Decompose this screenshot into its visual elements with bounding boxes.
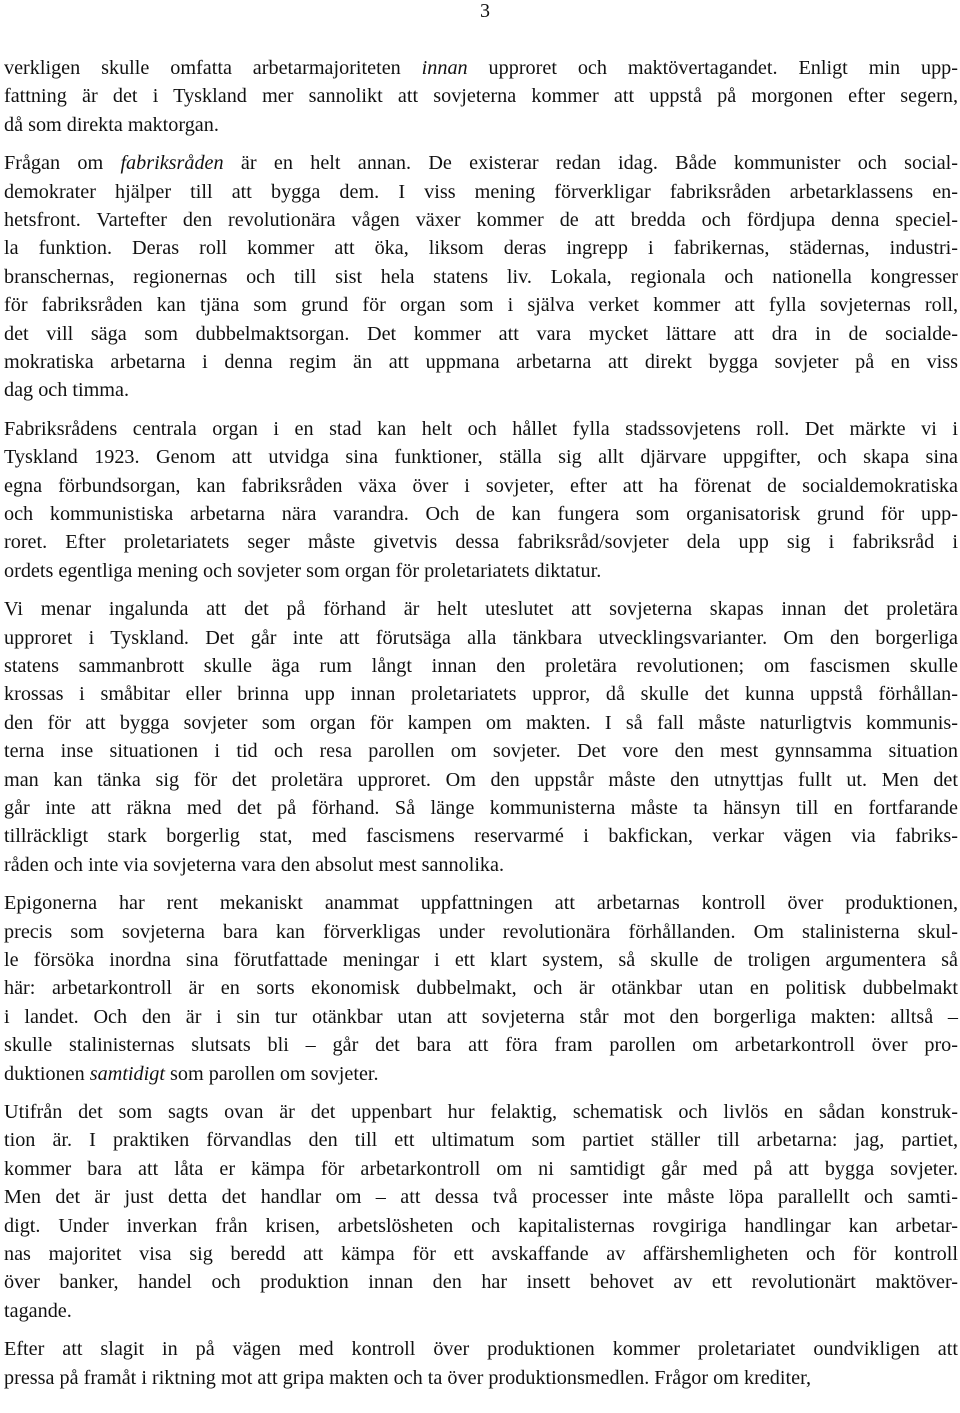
text-segment: upproret i Tyskland. Det går inte att förutsäga alla tänkbara utvecklingsvarianter. Om den borgerliga xyxy=(4,626,958,649)
text-line xyxy=(4,472,958,500)
text-line xyxy=(4,766,958,794)
text-segment: branschernas, regionernas och till sist hela statens liv. Lokala, regionala och nationella kongresser xyxy=(4,265,958,288)
text-line xyxy=(4,652,958,680)
text-line xyxy=(4,178,958,206)
text-line xyxy=(4,946,958,974)
text-line xyxy=(4,149,958,177)
text-segment: kommer bara att låta er kämpa för arbetarkontroll om ni samtidigt går med på att bygga sovjeter. xyxy=(4,1157,958,1180)
text-line xyxy=(4,234,958,262)
text-line xyxy=(4,1098,958,1126)
text-line xyxy=(4,918,958,946)
text-segment: och kommunistiska arbetarna nära varandra. Och de kan fungera som organisatorisk grund för upp- xyxy=(4,503,958,525)
text-line xyxy=(4,1268,958,1296)
text-segment: då som direkta maktorgan. xyxy=(4,113,219,136)
text-segment: Tyskland 1923. Genom att utvidga sina funktioner, ställa sig allt djärvare uppgifter, och skapa sina xyxy=(4,446,958,469)
text-line xyxy=(4,822,958,850)
text-segment: över banker, handel och produktion innan den har insett behovet av ett revolutionärt maktöver- xyxy=(4,1271,958,1294)
text-line xyxy=(4,111,958,139)
text-line xyxy=(4,1240,958,1268)
text-segment: upproret och maktövertagandet. Enligt min upp- xyxy=(467,57,958,79)
text-line xyxy=(4,794,958,822)
text-segment: fattning är det i Tyskland mer sannolikt att sovjeterna kommer att uppstå på morgonen efter segern, xyxy=(4,85,958,108)
text-segment: går inte att räkna med det på förhand. Så länge kommunisterna måste ta hänsyn till en fortfarande xyxy=(4,797,958,819)
text-segment: är en helt annan. De existerar redan idag. Både kommunister och social- xyxy=(223,152,958,175)
text-segment: tion är. I praktiken förvandlas den till ett ultimatum som partiet ställer till arbetarna: jag, partiet, xyxy=(4,1129,958,1152)
text-line xyxy=(4,851,958,879)
text-line xyxy=(4,1003,958,1031)
italic-text: samtidigt xyxy=(89,1062,165,1085)
text-segment: det vill säga som dubbelmaktsorgan. Det kommer att vara mycket lättare att dra in de socialde- xyxy=(4,322,958,345)
text-line xyxy=(4,206,958,234)
text-line xyxy=(4,1031,958,1059)
text-line xyxy=(4,415,958,443)
text-segment: i landet. Och den är i sin tur otänkbar utan att sovjeterna står mot den borgerliga makten: alltså – xyxy=(4,1005,958,1028)
text-line xyxy=(4,376,958,404)
text-segment: som parollen om sovjeter. xyxy=(164,1062,379,1085)
text-segment: Vi menar ingalunda att det på förhand är helt uteslutet att sovjeterna skapas innan det proletära xyxy=(4,598,958,621)
text-line xyxy=(4,595,958,623)
text-line xyxy=(4,1364,958,1392)
text-segment: la funktion. Deras roll kommer att öka, liksom deras ingrepp i fabrikernas, städernas, industri- xyxy=(4,237,958,260)
page-number: 3 xyxy=(480,0,490,22)
text-line xyxy=(4,974,958,1002)
text-segment: Fabriksrådens centrala organ i en stad kan helt och hållet fylla stadssovjetens roll. Det märkte vi i xyxy=(4,417,958,440)
text-segment: duktionen xyxy=(4,1062,90,1085)
text-line xyxy=(4,889,958,917)
text-line xyxy=(4,624,958,652)
text-line xyxy=(4,709,958,737)
text-segment: här: arbetarkontroll är en sorts ekonomisk dubbelmakt, och är otänkbar utan en politisk dubbelmakt xyxy=(4,977,958,1000)
text-line xyxy=(4,1155,958,1183)
text-line xyxy=(4,1126,958,1154)
text-line xyxy=(4,82,958,110)
text-line xyxy=(4,737,958,765)
text-segment: egna förbundsorgan, kan fabriksråden växa över i sovjeter, efter att ha förenat de socialdemokratiska xyxy=(4,474,958,497)
text-segment: krossas i småbitar eller brinna upp innan proletariatets uppror, då skulle det kunna uppstå förhållan- xyxy=(4,683,958,706)
text-segment: verkligen skulle omfatta arbetarmajoriteten xyxy=(4,57,422,79)
text-line xyxy=(4,291,958,319)
text-line xyxy=(4,500,958,528)
italic-text: innan xyxy=(421,57,468,79)
text-segment: den för att bygga sovjeter som organ för kampen om makten. I så fall måste naturligtvis kommunis- xyxy=(4,711,958,734)
text-line xyxy=(4,320,958,348)
text-segment: precis som sovjeterna bara kan förverkligas under revolutionära förhållanden. Om stalinisterna skul- xyxy=(4,920,958,943)
text-segment: pressa på framåt i riktning mot att gripa makten och ta över produktionsmedlen. Frågor om krediter, xyxy=(4,1366,812,1389)
text-line xyxy=(4,528,958,556)
text-segment: skulle stalinisternas slutsats bli – går det bara att föra fram parollen om arbetarkontroll över pro- xyxy=(4,1034,958,1057)
text-segment: roret. Efter proletariatets seger måste givetvis dessa fabriksråd/sovjeter dela upp sig i fabriksråd i xyxy=(4,531,958,554)
text-line xyxy=(4,1183,958,1211)
text-segment: Utifrån det som sagts ovan är det uppenbart hur felaktig, schematisk och livlös en sådan konstruk- xyxy=(4,1101,958,1123)
text-line xyxy=(4,680,958,708)
text-line xyxy=(4,348,958,376)
text-segment: Men det är just detta det handlar om – att dessa två processer inte måste löpa parallellt och samti- xyxy=(4,1186,958,1209)
text-line xyxy=(4,443,958,471)
text-segment: för fabriksråden kan tjäna som grund för organ som i själva verket kommer att fylla sovjeternas roll, xyxy=(4,294,958,317)
text-segment: nas majoritet visa sig beredd att kämpa för ett avskaffande av affärshemligheten och för kontroll xyxy=(4,1243,958,1265)
text-segment: demokrater hjälper till att bygga dem. I viss mening förverkligar fabriksråden arbetarklassens en- xyxy=(4,180,958,203)
text-line xyxy=(4,54,958,82)
text-line xyxy=(4,557,958,585)
text-segment: tagande. xyxy=(4,1299,72,1322)
text-line xyxy=(4,1060,958,1088)
text-segment: terna inse situationen i tid och resa parollen om sovjeter. Det vore den mest gynnsamma situation xyxy=(4,740,958,763)
text-segment: råden och inte via sovjeterna vara den absolut mest sannolika. xyxy=(4,853,505,876)
text-segment: le försöka inordna sina förutfattade meningar i ett klart system, så skulle de troligen argumentera så xyxy=(4,949,958,971)
text-line xyxy=(4,1297,958,1325)
text-segment: tillräckligt stark borgerlig stat, med fascismens reservarmé i bakfickan, verkar vägen via fabriks- xyxy=(4,825,958,848)
text-segment: statens sammanbrott skulle äga rum långt innan den proletära revolutionen; om fascismen skulle xyxy=(4,655,958,677)
text-segment: digt. Under inverkan från krisen, arbetslösheten och kapitalisternas rovgiriga handlingar kan arbetar- xyxy=(4,1214,958,1237)
text-segment: Epigonerna har rent mekaniskt anammat uppfattningen att arbetarnas kontroll över produktionen, xyxy=(4,892,958,915)
text-segment: hetsfront. Vartefter den revolutionära vågen växer kommer de att bredda och fördjupa denna speciel- xyxy=(4,209,958,231)
text-line xyxy=(4,263,958,291)
text-line xyxy=(4,1212,958,1240)
italic-text: fabriksråden xyxy=(120,152,224,175)
text-segment: dag och timma. xyxy=(4,379,130,402)
text-segment: ordets egentliga mening och sovjeter som organ för proletariatets diktatur. xyxy=(4,559,602,582)
text-segment: man kan tänka sig för det proletära upproret. Om den uppstår måste den utnyttjas fullt ut. Men det xyxy=(4,768,958,791)
text-line xyxy=(4,1335,958,1363)
text-segment: Frågan om xyxy=(4,152,121,175)
text-segment: mokratiska arbetarna i denna regim än att uppmana arbetarna att direkt bygga sovjeter på en viss xyxy=(4,351,958,373)
text-segment: Efter att slagit in på vägen med kontroll över produktionen kommer proletariatet oundvikligen att xyxy=(4,1338,958,1361)
